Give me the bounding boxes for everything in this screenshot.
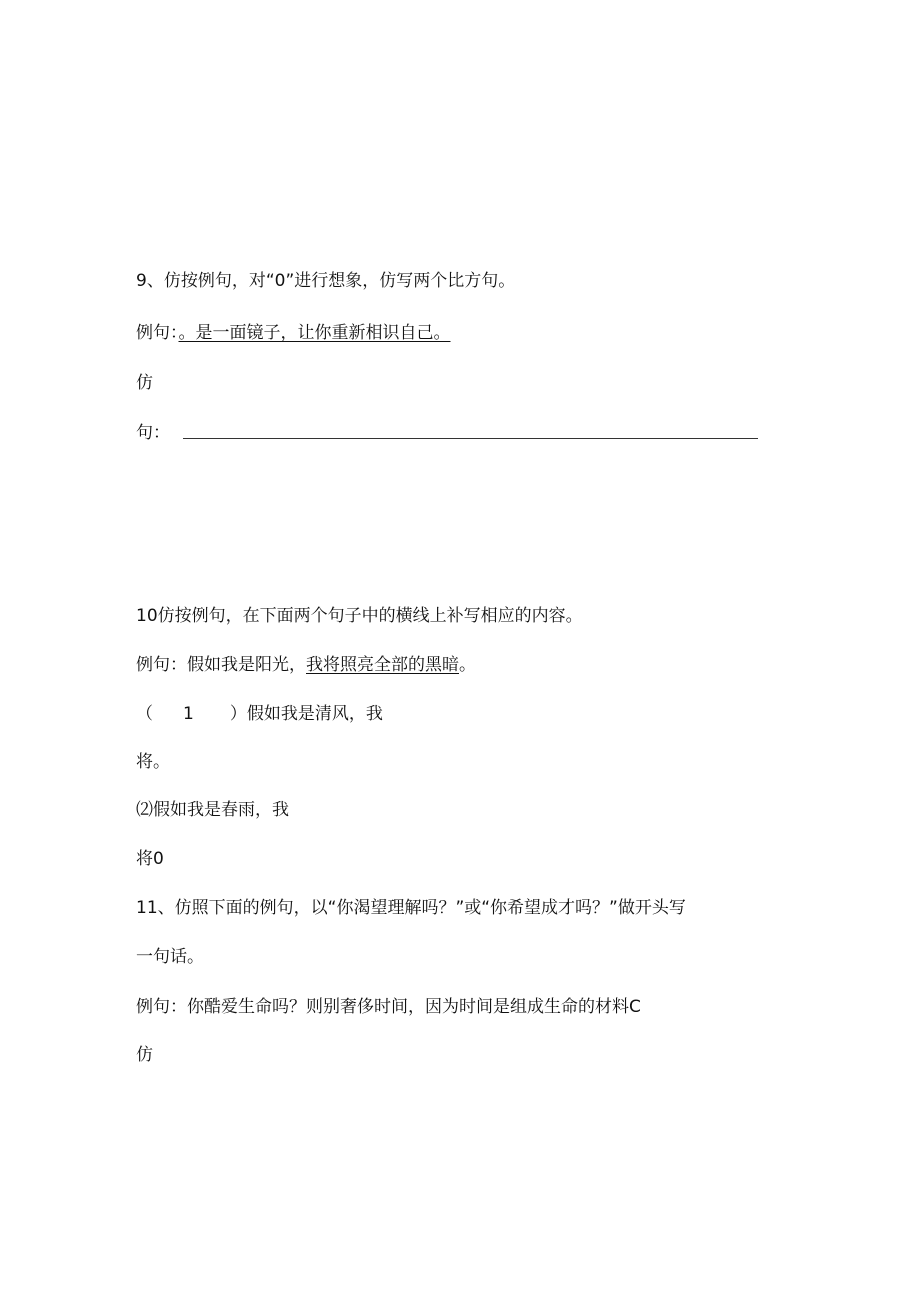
q10-example-end: 。 — [459, 655, 476, 675]
q10-example-label: 例句：假如我是阳光， — [136, 655, 306, 675]
q9-answer-blank[interactable] — [183, 438, 758, 439]
q10-item1 — [136, 703, 383, 725]
q9-imitate-label: 句： — [136, 423, 170, 443]
q9-example-label: 例句： — [136, 323, 179, 343]
q10-example-underlined: 我将照亮全部的黑暗 — [306, 655, 459, 675]
q10-item1-cont: 将。 — [136, 752, 170, 772]
q10-item2: ⑵假如我是春雨，我 — [136, 800, 289, 820]
q9-prompt: 9、仿按例句，对“0”进行想象，仿写两个比方句。 — [136, 271, 516, 291]
q11-prompt-line1: 11、仿照下面的例句，以“你渴望理解吗？”或“你希望成才吗？”做开头写 — [136, 898, 686, 918]
q11-imitate-char: 仿 — [136, 1045, 153, 1065]
q10-item1-text: ）假如我是清风，我 — [229, 704, 383, 724]
q9-imitate-char1: 仿 — [136, 373, 153, 393]
q10-item1-open: （ — [136, 704, 153, 724]
q10-item1-num: 1 — [183, 704, 194, 724]
q9-example — [136, 322, 451, 344]
q11-prompt-line2: 一句话。 — [136, 947, 204, 967]
q10-item2-cont: 将0 — [136, 849, 164, 869]
q9-example-text: 。是一面镜子，让你重新相识自己。 — [178, 323, 451, 343]
q10-prompt: 10仿按例句，在下面两个句子中的横线上补写相应的内容。 — [136, 606, 583, 626]
q10-example — [136, 654, 476, 676]
q11-example: 例句：你酷爱生命吗？则别奢侈时间，因为时间是组成生命的材料C — [136, 997, 641, 1017]
